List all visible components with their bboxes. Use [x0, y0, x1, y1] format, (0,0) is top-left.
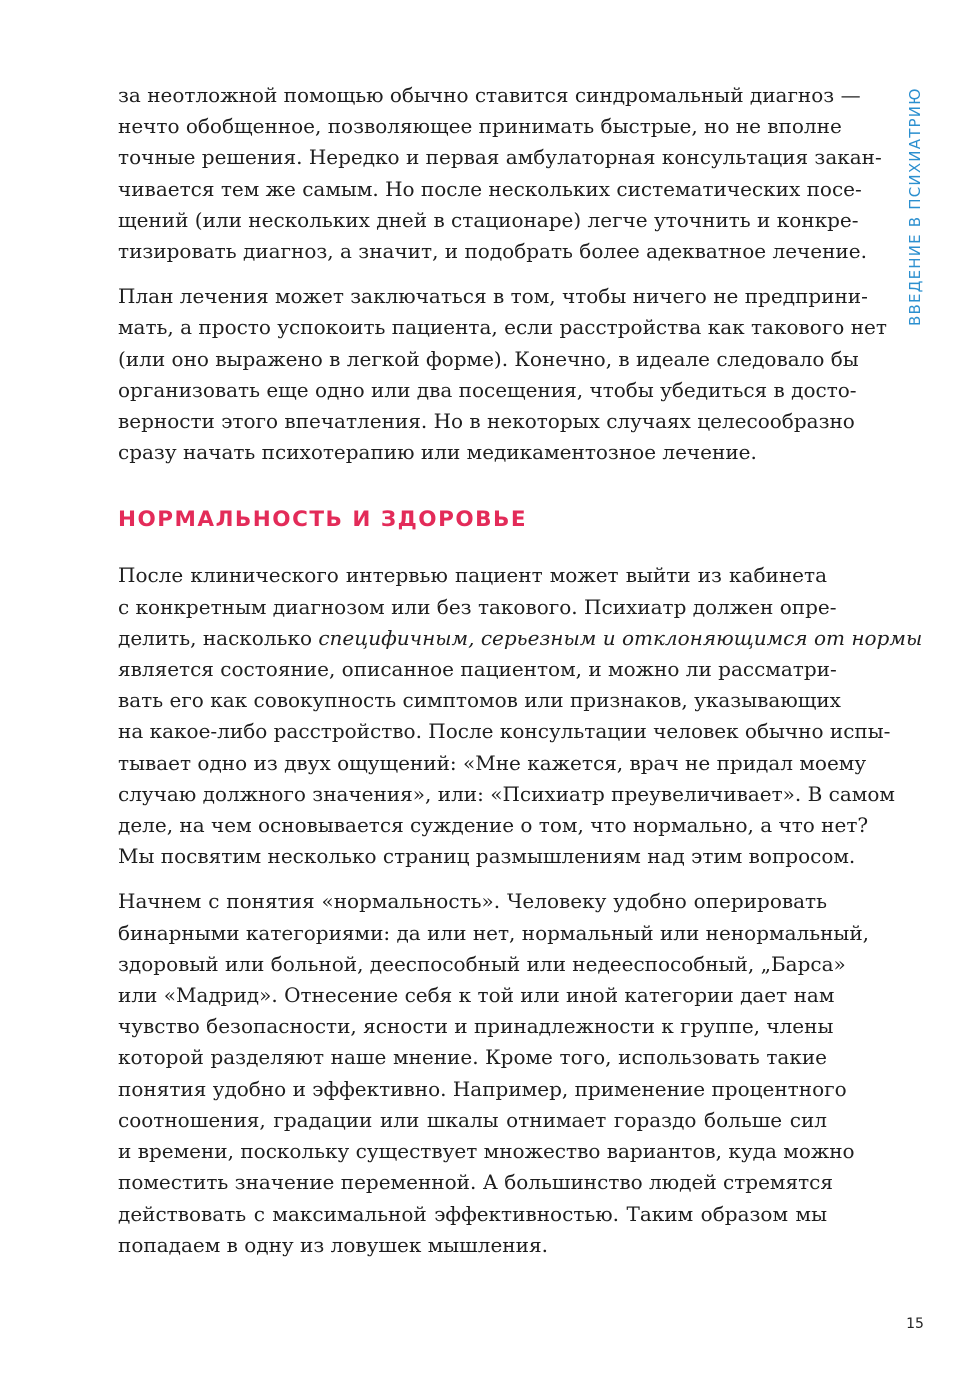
- text-line: чувство безопасности, ясности и принадлежности к группе, члены: [118, 1014, 834, 1039]
- text-line: поместить значение переменной. А большинство людей стремятся: [118, 1170, 833, 1195]
- text-line: сразу начать психотерапию или медикаментозное лечение.: [118, 440, 757, 465]
- section-paragraph-1: [118, 560, 923, 872]
- text-line: тывает одно из двух ощущений: «Мне кажется, врач не придал моему: [118, 750, 867, 775]
- running-head: [901, 87, 929, 326]
- text-line: точные решения. Нередко и первая амбулаторная консультация закан-: [118, 145, 882, 170]
- text-line: здоровый или больной, дееспособный или недееспособный, „Барса»: [118, 951, 846, 976]
- text-line: вать его как совокупность симптомов или признаков, указывающих: [118, 688, 841, 713]
- text-fragment: делить, насколько: [118, 625, 312, 650]
- text-line: бинарными категориями: да или нет, нормальный или ненормальный,: [118, 920, 870, 945]
- text-line: или «Мадрид». Отнесение себя к той или иной категории дает нам: [118, 983, 835, 1008]
- text-line: После клинического интервью пациент может выйти из кабинета: [118, 563, 827, 588]
- text-line: организовать еще одно или два посещения, чтобы убедиться в досто-: [118, 377, 857, 402]
- text-line: является состояние, описанное пациентом, и можно ли рассматри-: [118, 657, 837, 682]
- text-line: Начнем с понятия «нормальность». Человеку удобно оперировать: [118, 889, 827, 914]
- intro-paragraph-1: [118, 80, 882, 267]
- text-line: Мы посвятим несколько страниц размышлениям над этим вопросом.: [118, 844, 856, 869]
- text-line: щений (или нескольких дней в стационаре) легче уточнить и конкре-: [118, 207, 859, 232]
- section-heading: НОРМАЛЬНОСТЬ И ЗДОРОВЬЕ: [118, 507, 528, 533]
- text-line-mixed: [118, 623, 923, 654]
- text-line: на какое-либо расстройство. После консультации человек обычно испы-: [118, 719, 891, 744]
- text-line: с конкретным диагнозом или без такового. Психиатр должен опре-: [118, 594, 837, 619]
- text-line: попадаем в одну из ловушек мышления.: [118, 1232, 548, 1257]
- text-line: и времени, поскольку существует множество вариантов, куда можно: [118, 1139, 855, 1164]
- text-line: План лечения может заключаться в том, чтобы ничего не предприни-: [118, 284, 868, 309]
- text-line: чивается тем же самым. Но после нескольких систематических посе-: [118, 176, 862, 201]
- section-paragraph-2: [118, 886, 870, 1260]
- text-line: которой разделяют наше мнение. Кроме того, использовать такие: [118, 1045, 827, 1070]
- text-line: за неотложной помощью обычно ставится синдромальный диагноз —: [118, 83, 861, 107]
- text-line: верности этого впечатления. Но в некоторых случаях целесообразно: [118, 409, 855, 434]
- text-line: соотношения, градации или шкалы отнимает гораздо больше сил: [118, 1107, 827, 1132]
- intro-paragraph-2: [118, 281, 887, 468]
- text-line: действовать с максимальной эффективностью. Таким образом мы: [118, 1201, 827, 1226]
- italic-emphasis: специфичным, серьезным и отклоняющимся от нормы: [318, 625, 923, 650]
- text-line: (или оно выражено в легкой форме). Конечно, в идеале следовало бы: [118, 346, 859, 371]
- text-line: нечто обобщенное, позволяющее принимать быстрые, но не вполне: [118, 114, 842, 139]
- text-line: случаю должного значения», или: «Психиатр преувеличивает». В самом: [118, 781, 895, 806]
- text-line: деле, на чем основывается суждение о том, что нормально, а что нет?: [118, 813, 869, 838]
- text-line: мать, а просто успокоить пациента, если расстройства как такового нет: [118, 315, 887, 340]
- running-head-text: ВВЕДЕНИЕ В ПСИХИАТРИЮ: [906, 87, 924, 326]
- text-line: тизировать диагноз, а значит, и подобрать более адекватное лечение.: [118, 239, 867, 264]
- text-line: понятия удобно и эффективно. Например, применение процентного: [118, 1076, 847, 1101]
- page-number: 15: [906, 1316, 924, 1332]
